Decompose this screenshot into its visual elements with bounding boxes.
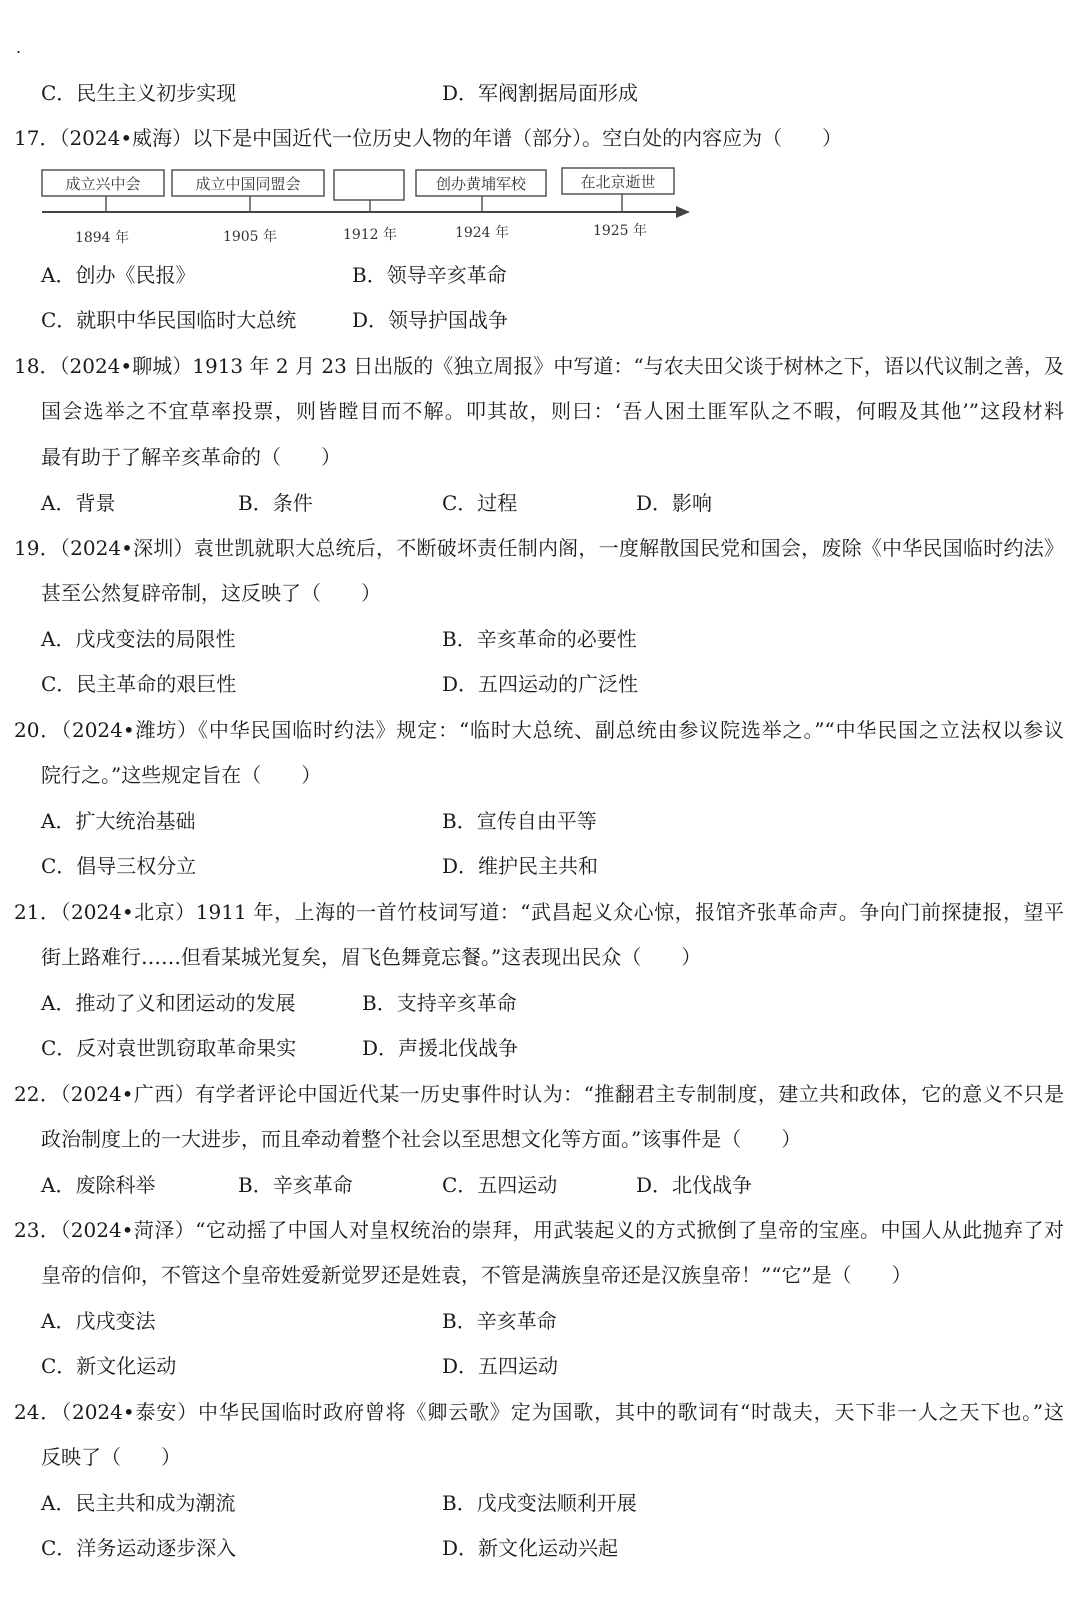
q20-option-d: D．维护民主共和 [442, 854, 599, 878]
q19-option-b: B．辛亥革命的必要性 [442, 627, 637, 651]
svg-text:成立兴中会: 成立兴中会 [65, 175, 141, 193]
q19-option-c: C．民主革命的艰巨性 [41, 672, 237, 696]
timeline-event-blank [334, 170, 404, 212]
q16-option-d: D．军阀割据局面形成 [442, 81, 639, 105]
q21-option-d: D．声援北伐战争 [362, 1036, 519, 1060]
q17-option-a: A．创办《民报》 [41, 263, 196, 287]
timeline-event-2 [172, 170, 324, 212]
q23-option-d: D．五四运动 [442, 1354, 559, 1378]
q18-option-c: C．过程 [442, 491, 518, 515]
q24-stem-line-1: 24．（2024•泰安）中华民国临时政府曾将《卿云歌》定为国歌，其中的歌词有“时哉夫，天下非一人之天下也。”这 [14, 1400, 1064, 1424]
q19-stem-line-2: 甚至公然复辟帝制，这反映了（ ） [41, 581, 381, 605]
timeline-year-3: 1912 年 [342, 227, 398, 243]
q23-option-b: B．辛亥革命 [442, 1309, 557, 1333]
q23-option-a: A．戊戌变法 [41, 1309, 156, 1333]
q22-stem-line-2: 政治制度上的一大进步，而且牵动着整个社会以至思想文化等方面。”该事件是（ ） [41, 1127, 802, 1151]
q21-option-a: A．推动了义和团运动的发展 [41, 991, 296, 1015]
q22-option-c: C．五四运动 [442, 1173, 558, 1197]
timeline-arrow-icon [676, 206, 690, 218]
q19-option-d: D．五四运动的广泛性 [442, 672, 639, 696]
timeline-years [75, 222, 647, 246]
timeline-year-2: 1905 年 [222, 229, 278, 245]
page-mark: . [16, 38, 22, 57]
q20-option-a: A．扩大统治基础 [41, 809, 196, 833]
timeline-year-1: 1894 年 [74, 230, 130, 246]
q22-option-d: D．北伐战争 [636, 1173, 753, 1197]
q21-stem-line-1: 21．（2024•北京）1911 年，上海的一首竹枝词写道：“武昌起义众心惊，报馆齐张革命声。争向门前探捷报，望平 [14, 900, 1064, 924]
q21-option-b: B．支持辛亥革命 [362, 991, 517, 1015]
q23-option-c: C．新文化运动 [41, 1354, 177, 1378]
q21-stem-line-2: 街上路难行……但看某城光复矣，眉飞色舞竟忘餐。”这表现出民众（ ） [41, 945, 702, 969]
q17-option-c: C．就职中华民国临时大总统 [41, 308, 297, 332]
timeline-event-4 [416, 170, 546, 212]
q18-stem-line-1: 18．（2024•聊城）1913 年 2 月 23 日出版的《独立周报》中写道：“与农夫田父谈于树林之下，语以代议制之善，及 [14, 354, 1064, 378]
q23-stem-line-1: 23．（2024•菏泽）“它动摇了中国人对皇权统治的崇拜，用武装起义的方式掀倒了皇帝的宝座。中国人从此抛弃了对 [14, 1218, 1064, 1242]
q23-stem-line-2: 皇帝的信仰，不管这个皇帝姓爱新觉罗还是姓袁，不管是满族皇帝还是汉族皇帝！”“它”是（ ） [41, 1263, 912, 1287]
q19-option-a: A．戊戌变法的局限性 [41, 627, 236, 651]
q20-option-c: C．倡导三权分立 [41, 854, 197, 878]
q24-option-c: C．洋务运动逐步深入 [41, 1536, 237, 1560]
timeline-event-1 [42, 170, 164, 212]
q17-timeline-figure [38, 160, 698, 252]
q22-option-b: B．辛亥革命 [238, 1173, 353, 1197]
q22-option-a: A．废除科举 [41, 1173, 156, 1197]
svg-text:在北京逝世: 在北京逝世 [580, 173, 656, 191]
timeline-year-4: 1924 年 [454, 225, 510, 241]
q20-stem-line-2: 院行之。”这些规定旨在（ ） [41, 763, 322, 787]
q20-stem-line-1: 20．（2024•潍坊）《中华民国临时约法》规定：“临时大总统、副总统由参议院选举之。”“中华民国之立法权以参议 [14, 718, 1064, 742]
svg-text:创办黄埔军校: 创办黄埔军校 [435, 175, 527, 193]
q17-stem: 17．（2024•威海）以下是中国近代一位历史人物的年谱（部分）。空白处的内容应为（ ） [14, 126, 843, 150]
q17-option-d: D．领导护国战争 [352, 308, 509, 332]
q24-option-b: B．戊戌变法顺利开展 [442, 1491, 637, 1515]
q17-option-b: B．领导辛亥革命 [352, 263, 507, 287]
timeline-year-5: 1925 年 [592, 223, 648, 239]
q22-stem-line-1: 22．（2024•广西）有学者评论中国近代某一历史事件时认为：“推翻君主专制制度，建立共和政体，它的意义不只是 [14, 1082, 1064, 1106]
q24-option-a: A．民主共和成为潮流 [41, 1491, 236, 1515]
q21-option-c: C．反对袁世凯窃取革命果实 [41, 1036, 297, 1060]
q18-option-b: B．条件 [238, 491, 313, 515]
q18-option-a: A．背景 [41, 491, 116, 515]
q24-option-d: D．新文化运动兴起 [442, 1536, 619, 1560]
q18-option-d: D．影响 [636, 491, 713, 515]
timeline-event-5 [562, 168, 674, 212]
q18-stem-line-2: 国会选举之不宜草率投票，则皆瞠目而不解。叩其故，则曰：‘吾人困土匪军队之不暇，何暇及其他’”这段材料 [41, 399, 1064, 423]
svg-text:成立中国同盟会: 成立中国同盟会 [195, 175, 301, 193]
q20-option-b: B．宣传自由平等 [442, 809, 597, 833]
q16-option-c: C．民生主义初步实现 [41, 81, 237, 105]
q19-stem-line-1: 19．（2024•深圳）袁世凯就职大总统后，不断破坏责任制内阁，一度解散国民党和国会，废除《中华民国临时约法》 [14, 536, 1064, 560]
q24-stem-line-2: 反映了（ ） [41, 1445, 181, 1469]
q18-stem-line-3: 最有助于了解辛亥革命的（ ） [41, 445, 341, 469]
